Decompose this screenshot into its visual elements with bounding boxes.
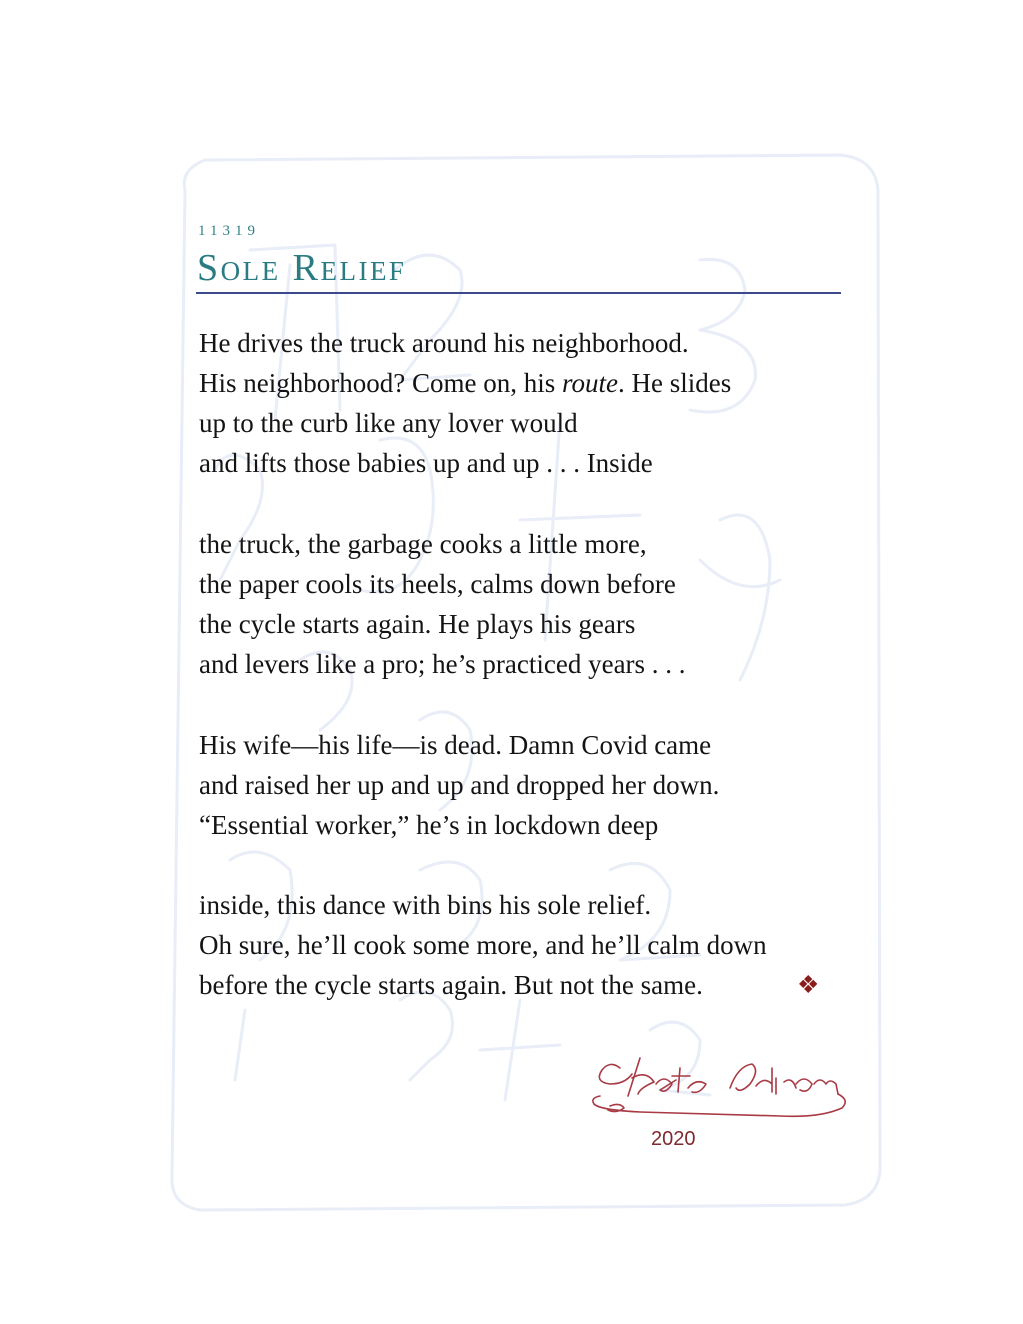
- poem-line: before the cycle starts again. But not the same.: [199, 970, 703, 1000]
- end-ornament-icon: ❖: [797, 970, 820, 999]
- poem-line: He drives the truck around his neighborhood.: [199, 328, 689, 358]
- stanza-3: [199, 725, 719, 845]
- poem-line: [199, 363, 731, 403]
- stanza-4: [199, 885, 767, 1005]
- poem-title: Sole Relief: [197, 247, 407, 289]
- emphasized-word: route: [561, 368, 618, 398]
- poem-line: inside, this dance with bins his sole relief.: [199, 890, 652, 920]
- poem-line: the cycle starts again. He plays his gears: [199, 609, 636, 639]
- poem-line: “Essential worker,” he’s in lockdown deep: [199, 810, 659, 840]
- poem-number: 11319: [198, 223, 260, 239]
- stanza-1: [199, 323, 731, 483]
- poem-line: Oh sure, he’ll cook some more, and he’ll calm down: [199, 930, 767, 960]
- line-text: His neighborhood? Come on, his: [199, 368, 562, 398]
- signature-year: 2020: [651, 1128, 696, 1150]
- poem-line: up to the curb like any lover would: [199, 408, 578, 438]
- poem-line: and levers like a pro; he’s practiced years . . .: [199, 649, 686, 679]
- poem-line: His wife—his life—is dead. Damn Covid came: [199, 730, 712, 760]
- poem-line: and raised her up and up and dropped her down.: [199, 770, 720, 800]
- poem-line: the truck, the garbage cooks a little more,: [199, 529, 647, 559]
- line-text: . He slides: [617, 368, 732, 398]
- poem-line: the paper cools its heels, calms down before: [199, 569, 676, 599]
- handwritten-signature: [580, 1048, 850, 1138]
- poem-line: and lifts those babies up and up . . . Inside: [199, 448, 653, 478]
- stanza-2: [199, 524, 686, 684]
- title-divider: [196, 292, 841, 294]
